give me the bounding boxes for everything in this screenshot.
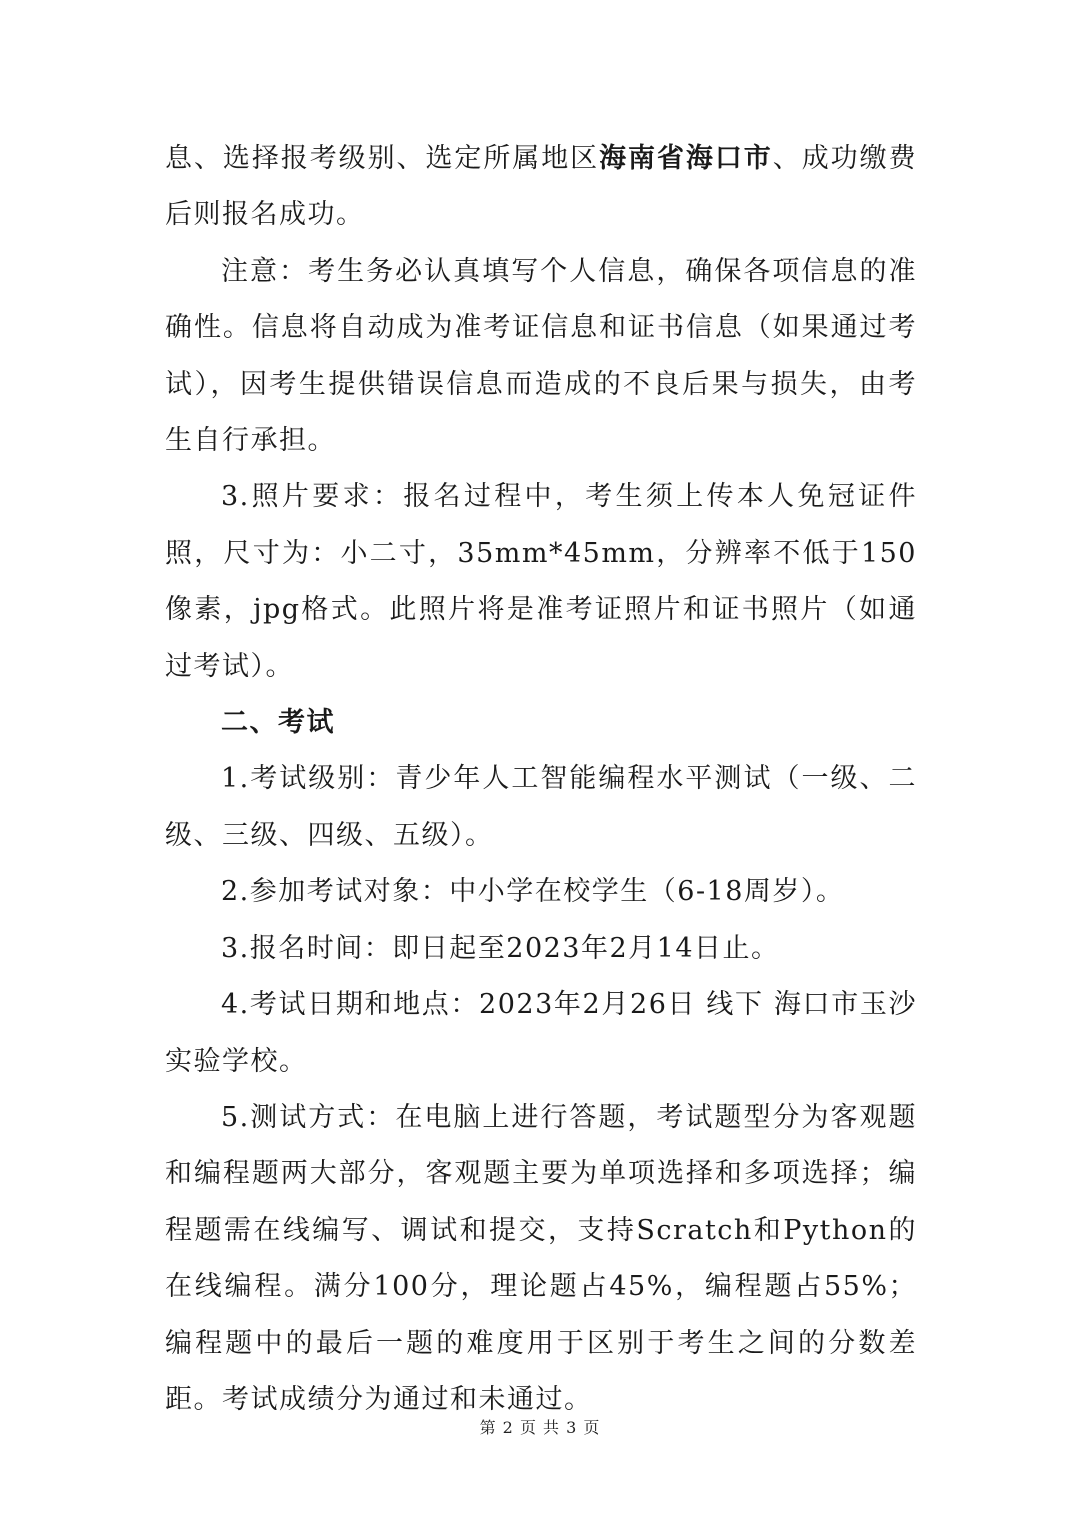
paragraph-exam-format: 5.测试方式：在电脑上进行答题，考试题型分为客观题和编程题两大部分，客观题主要为单项选择和多项选择；编程题需在线编写、调试和提交，支持Scratch和Python的在线编程。满分100分，理论题占45%，编程题占55%；编程题中的最后一题的难度用于区别于考生之间的分数差距。考试成绩分为通过和未通过。 bbox=[165, 1101, 917, 1415]
paragraph-registration-continued bbox=[165, 131, 917, 244]
paragraph-photo-requirements: 3.照片要求：报名过程中，考生须上传本人免冠证件照，尺寸为：小二寸，35mm*45mm，分辨率不低于150像素，jpg格式。此照片将是准考证照片和证书照片（如通过考试）。 bbox=[165, 481, 917, 682]
paragraph-exam-eligibility: 2.参加考试对象：中小学在校学生（6-18周岁）。 bbox=[221, 876, 845, 908]
paragraph-exam-levels: 1.考试级别：青少年人工智能编程水平测试（一级、二级、三级、四级、五级）。 bbox=[165, 763, 917, 851]
registration-text-after: 、成功缴费后则报名成功。 bbox=[165, 143, 918, 231]
paragraph-notice: 注意：考生务必认真填写个人信息，确保各项信息的准确性。信息将自动成为准考证信息和证书信息（如果通过考试），因考生提供错误信息而造成的不良后果与损失，由考生自行承担。 bbox=[165, 255, 917, 457]
document-body bbox=[165, 131, 917, 1428]
page-number-footer: 第 2 页 共 3 页 bbox=[479, 1418, 601, 1437]
paragraph-registration-period: 3.报名时间：即日起至2023年2月14日止。 bbox=[221, 932, 780, 964]
section-heading-exam: 二、考试 bbox=[221, 707, 335, 739]
paragraph-exam-date-location: 4.考试日期和地点：2023年2月26日 线下 海口市玉沙实验学校。 bbox=[165, 989, 917, 1077]
region-highlight: 海南省海口市 bbox=[599, 143, 773, 174]
registration-text-before: 息、选择报考级别、选定所属地区 bbox=[165, 143, 600, 174]
